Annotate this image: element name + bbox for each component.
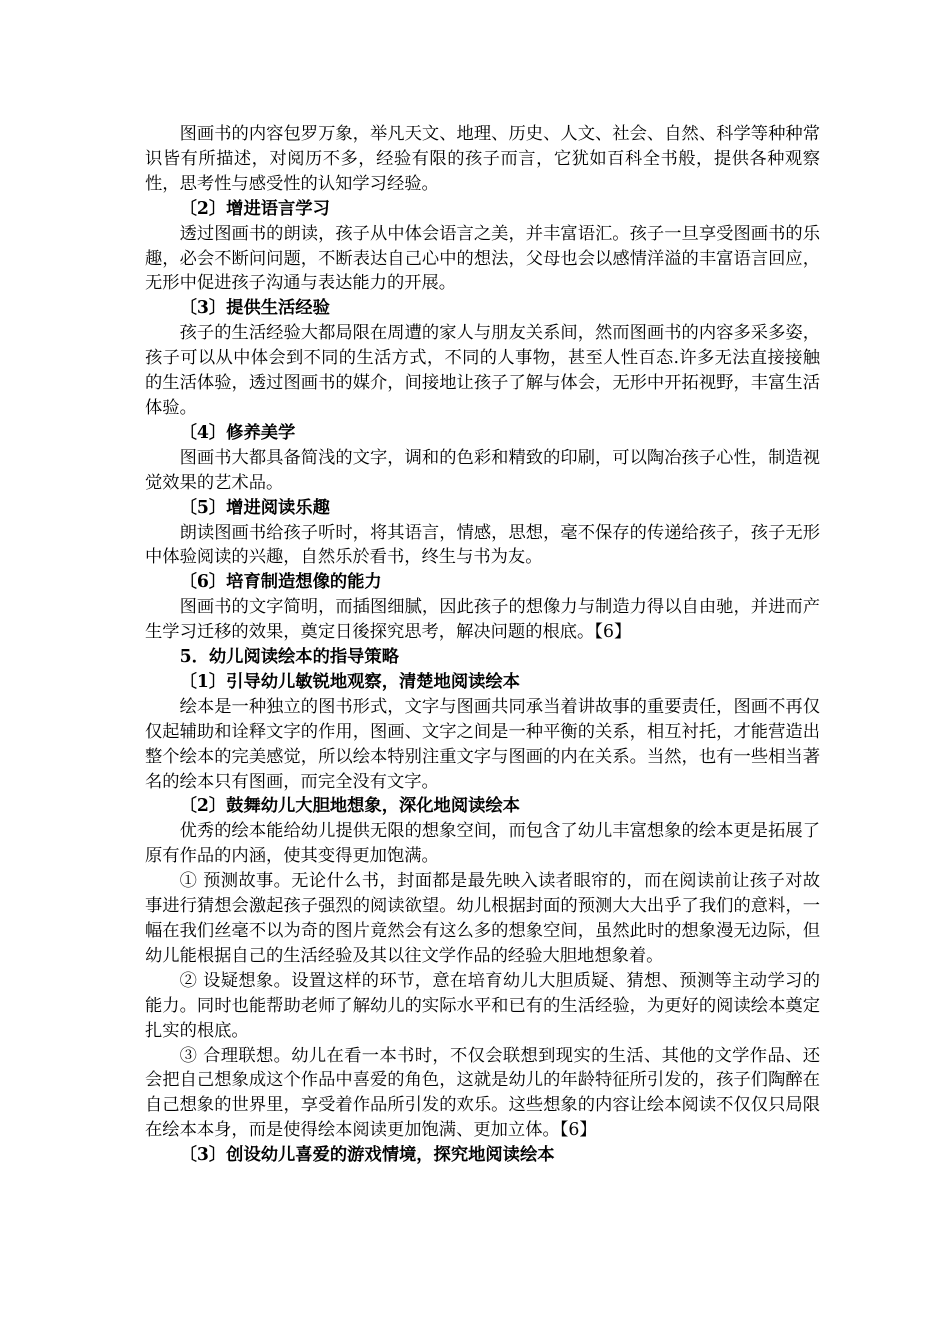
- list-paragraph: ② 设疑想象。设置这样的环节，意在培育幼儿大胆质疑、猜想、预测等主动学习的能力。同时也能帮助老师了解幼儿的实际水平和已有的生活经验，为更好的阅读绘本奠定扎实的根底。: [145, 970, 820, 1041]
- paragraph: 透过图画书的朗读，孩子从中体会语言之美，并丰富语汇。孩子一旦享受图画书的乐趣，必会不断问问题，不断表达自己心中的想法，父母也会以感情洋溢的丰富语言回应，无形中促进孩子沟通与表达能力的开展。: [145, 223, 820, 294]
- section-heading: 〔6〕培育制造想像的能力: [179, 572, 382, 593]
- section-heading: 〔1〕引导幼儿敏锐地观察，清楚地阅读绘本: [179, 671, 520, 692]
- section-heading: 〔2〕增进语言学习: [179, 198, 330, 219]
- paragraph: 图画书大都具备简浅的文字，调和的色彩和精致的印刷，可以陶冶孩子心性，制造视觉效果的艺术品。: [145, 447, 820, 493]
- section-heading: 〔2〕鼓舞幼儿大胆地想象，深化地阅读绘本: [179, 796, 520, 817]
- section-heading: 〔3〕提供生活经验: [179, 298, 330, 319]
- section-heading: 〔5〕增进阅读乐趣: [179, 497, 330, 518]
- list-paragraph: ③ 合理联想。幼儿在看一本书时，不仅会联想到现实的生活、其他的文学作品、还会把自己想象成这个作品中喜爱的角色，这就是幼儿的年龄特征所引发的，孩子们陶醉在自己想象的世界里，享受着作品所引发的欢乐。这些想象的内容让绘本阅读不仅仅只局限在绘本本身，而是使得绘本阅读更加饱满、更加立体。【6】: [145, 1045, 820, 1141]
- paragraph: 绘本是一种独立的图书形式，文字与图画共同承当着讲故事的重要责任，图画不再仅仅起辅助和诠释文字的作用，图画、文字之间是一种平衡的关系，相互衬托，才能营造出整个绘本的完美感觉，所以绘本特别注重文字与图画的内在关系。当然，也有一些相当著名的绘本只有图画，而完全没有文字。: [145, 696, 820, 792]
- document-body: [145, 122, 820, 1168]
- paragraph: 朗读图画书给孩子听时，将其语言，情感，思想，毫不保存的传递给孩子，孩子无形中体验阅读的兴趣，自然乐於看书，终生与书为友。: [145, 522, 820, 568]
- paragraph: 图画书的内容包罗万象，举凡天文、地理、历史、人文、社会、自然、科学等种种常识皆有所描述，对阅历不多，经验有限的孩子而言，它犹如百科全书般，提供各种观察性，思考性与感受性的认知学习经验。: [145, 124, 820, 194]
- paragraph: 优秀的绘本能给幼儿提供无限的想象空间，而包含了幼儿丰富想象的绘本更是拓展了原有作品的内涵，使其变得更加饱满。: [145, 821, 820, 867]
- list-paragraph: ① 预测故事。无论什么书，封面都是最先映入读者眼帘的，而在阅读前让孩子对故事进行猜想会激起孩子强烈的阅读欲望。幼儿根据封面的预测大大出乎了我们的意料，一幅在我们丝毫不以为奇的图片竟然会有这么多的想象空间，虽然此时的想象漫无边际，但幼儿能根据自己的生活经验及其以往文学作品的经验大胆地想象着。: [145, 871, 820, 966]
- paragraph: 孩子的生活经验大都局限在周遭的家人与朋友关系间，然而图画书的内容多采多姿，孩子可以从中体会到不同的生活方式，不同的人事物，甚至人性百态.许多无法直接接触的生活体验，透过图画书的媒介，间接地让孩子了解与体会，无形中开拓视野，丰富生活体验。: [145, 323, 820, 418]
- section-heading: 〔4〕修养美学: [179, 422, 296, 443]
- chapter-heading: 5．幼儿阅读绘本的指导策略: [179, 647, 399, 668]
- paragraph: 图画书的文字简明，而插图细腻，因此孩子的想像力与制造力得以自由驰，并进而产生学习迁移的效果，奠定日後探究思考，解决问题的根底。【6】: [145, 597, 820, 643]
- section-heading: 〔3〕创设幼儿喜爱的游戏情境，探究地阅读绘本: [179, 1145, 555, 1166]
